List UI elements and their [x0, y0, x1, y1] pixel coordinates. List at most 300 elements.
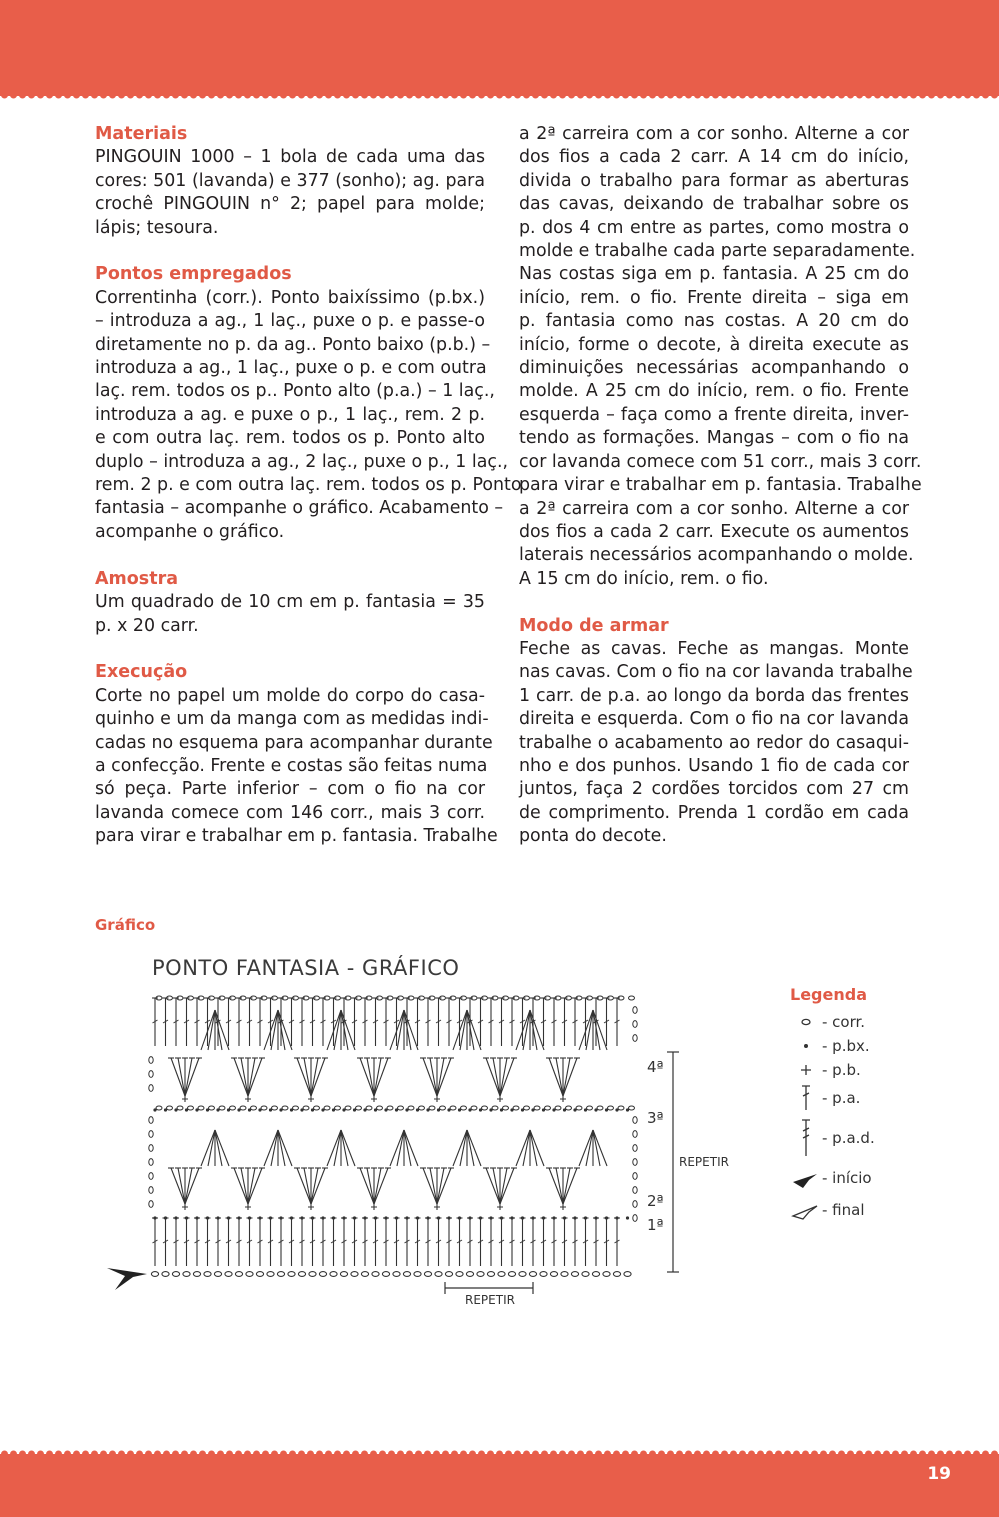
fan-stitch — [437, 1058, 451, 1096]
slip-stitch — [542, 1216, 545, 1219]
chain-stitch — [382, 1272, 389, 1277]
turning-chain — [149, 1071, 153, 1078]
chain-stitch — [340, 1272, 347, 1277]
single-crochet-stitch — [560, 1204, 566, 1210]
inverted-fan-stitch — [460, 1010, 467, 1050]
chain-stitch — [503, 1106, 509, 1110]
slip-stitch — [279, 1216, 282, 1219]
slip-stitch — [552, 1216, 555, 1219]
text-line: das cavas, deixando de trabalhar sobre os — [519, 194, 909, 215]
fan-stitch — [185, 1058, 192, 1096]
chart-legend — [790, 985, 980, 1226]
turning-chain — [633, 1159, 637, 1166]
text-line: cores: 501 (lavanda) e 377 (sonho); ag. para — [95, 170, 485, 191]
inverted-fan-stitch — [579, 1130, 593, 1166]
top-decorative-band — [0, 0, 999, 96]
text-line: a confecção. Frente e costas são feitas numa — [95, 755, 488, 776]
fan-stitch — [241, 1058, 248, 1096]
inverted-fan-stitch — [390, 1130, 404, 1166]
text-line: – introduza a ag., 1 laç., puxe o p. e passe-o — [95, 311, 485, 332]
slip-stitch — [353, 1216, 356, 1219]
legend-label-treble: - p.a.d. — [822, 1129, 875, 1147]
fan-stitch — [500, 1168, 507, 1204]
turning-chain — [149, 1173, 153, 1180]
slip-stitch — [594, 1216, 597, 1219]
page-number: 19 — [927, 1464, 951, 1484]
slip-stitch — [500, 1216, 503, 1219]
chain-stitch — [198, 1106, 204, 1110]
inverted-fan-stitch — [278, 1130, 292, 1166]
legend-item-start — [790, 1162, 980, 1194]
text-line: nas cavas. Com o fio na cor lavanda trabalhe — [519, 662, 913, 683]
text-line: de comprimento. Prenda 1 cordão em cada — [519, 802, 909, 823]
fan-stitch — [563, 1058, 577, 1096]
fan-stitch — [423, 1058, 437, 1096]
text-line: trabalhe o acabamento ao redor do casaqui- — [519, 732, 909, 753]
chain-stitch — [183, 1272, 190, 1277]
slip-stitch — [227, 1216, 230, 1219]
slip-stitch — [164, 1216, 167, 1219]
chain-stitch — [251, 1106, 257, 1110]
legend-item-slip — [790, 1034, 980, 1058]
text-line: e com outra laç. rem. todos os p. Ponto alto — [95, 428, 485, 449]
inverted-fan-stitch — [523, 1010, 530, 1050]
legend-label-double: - p.a. — [822, 1089, 861, 1107]
chain-stitch — [335, 1106, 341, 1110]
inverted-fan-stitch — [530, 1010, 544, 1050]
text-line: para virar e trabalhar em p. fantasia. Trabalhe — [95, 826, 498, 847]
slip-stitch — [489, 1216, 492, 1219]
chain-stitch — [225, 1272, 232, 1277]
text-line: molde. A 25 cm do início, rem. o fio. Frente — [519, 381, 909, 402]
slip-stitch — [584, 1216, 587, 1219]
slip-stitch — [605, 1216, 608, 1219]
text-line: Corte no papel um molde do corpo do casa- — [95, 685, 485, 706]
slip-stitch — [258, 1216, 261, 1219]
chain-stitch — [387, 1106, 393, 1110]
fan-stitch — [493, 1168, 500, 1204]
slip-stitch — [321, 1216, 324, 1219]
row-label-4: 4ª — [647, 1058, 664, 1076]
chain-stitch — [230, 1106, 236, 1110]
single-crochet-stitch — [245, 1096, 251, 1102]
chain-stitch — [193, 1272, 200, 1277]
slip-stitch — [269, 1216, 272, 1219]
inverted-fan-stitch — [334, 1130, 341, 1166]
text-line: fantasia – acompanhe o gráfico. Acabamento – — [95, 498, 504, 519]
slip-stitch — [206, 1216, 209, 1219]
chain-stitch — [529, 1272, 536, 1277]
chain-stitch — [603, 1272, 610, 1277]
chain-stitch — [424, 1272, 431, 1277]
chain-stitch — [393, 1272, 400, 1277]
chain-stitch — [519, 1272, 526, 1277]
start-arrow-icon — [107, 1268, 147, 1290]
chain-stitch — [309, 1272, 316, 1277]
stitches-text — [95, 287, 522, 544]
fan-stitch — [430, 1168, 437, 1204]
legend-label-single: - p.b. — [822, 1061, 861, 1079]
chain-icon — [799, 1017, 813, 1027]
inverted-fan-stitch — [341, 1130, 355, 1166]
inverted-fan-stitch — [460, 1130, 467, 1166]
fan-stitch — [248, 1058, 255, 1096]
fan-stitch — [374, 1058, 388, 1096]
fan-stitch — [437, 1168, 444, 1204]
chain-stitch — [466, 1272, 473, 1277]
inverted-fan-stitch — [215, 1130, 222, 1166]
materials-text — [95, 146, 485, 240]
single-crochet-stitch — [434, 1204, 440, 1210]
slip-stitch — [416, 1216, 419, 1219]
fan-stitch — [486, 1058, 500, 1096]
slip-stitch — [311, 1216, 314, 1219]
chain-stitch — [288, 1272, 295, 1277]
turning-chain — [633, 1215, 637, 1222]
chain-stitch — [477, 1272, 484, 1277]
chain-stitch — [435, 1272, 442, 1277]
turning-chain — [149, 1085, 153, 1092]
inverted-fan-stitch — [271, 1130, 278, 1166]
legend-item-end — [790, 1194, 980, 1226]
text-line: início, rem. o fio. Frente direita – siga em — [519, 287, 909, 308]
chain-stitch — [629, 996, 635, 1000]
turning-chain — [633, 1145, 637, 1152]
text-line: direita e esquerda. Com o fio na cor lavanda — [519, 709, 909, 730]
treble-crochet-icon — [799, 1118, 813, 1158]
slip-stitch — [300, 1216, 303, 1219]
chain-stitch — [524, 1106, 530, 1110]
turning-chain — [149, 1131, 153, 1138]
chain-stitch — [592, 1272, 599, 1277]
inverted-fan-stitch — [530, 1130, 537, 1166]
inverted-fan-stitch — [516, 1130, 530, 1166]
fan-stitch — [500, 1058, 507, 1096]
chain-stitch — [498, 1272, 505, 1277]
chain-stitch — [540, 1272, 547, 1277]
slip-stitch — [573, 1216, 576, 1219]
turning-chain — [149, 1117, 153, 1124]
chain-stitch — [356, 1106, 362, 1110]
left-text-column — [95, 123, 522, 849]
chain-stitch — [330, 1272, 337, 1277]
chain-stitch — [172, 1272, 179, 1277]
single-crochet-stitch — [245, 1204, 251, 1210]
inverted-fan-stitch — [271, 1010, 278, 1050]
chain-stitch — [293, 1106, 299, 1110]
slip-stitch — [174, 1216, 177, 1219]
inverted-fan-stitch — [341, 1010, 355, 1050]
fan-stitch — [241, 1168, 248, 1204]
fan-stitch — [178, 1058, 185, 1096]
inverted-fan-stitch — [467, 1130, 481, 1166]
turning-chain — [149, 1159, 153, 1166]
slip-stitch — [384, 1216, 387, 1219]
text-line: Correntinha (corr.). Ponto baixíssimo (p.bx.) — [95, 287, 485, 308]
assembly-heading: Modo de armar — [519, 615, 669, 636]
fan-stitch — [563, 1168, 577, 1204]
chain-stitch — [408, 1106, 414, 1110]
chain-stitch — [246, 1272, 253, 1277]
text-line: diretamente no p. da ag.. Ponto baixo (p.b.) – — [95, 334, 491, 355]
slip-stitch-icon — [801, 1041, 811, 1051]
single-crochet-stitch — [182, 1204, 188, 1210]
text-line: ponta do decote. — [519, 826, 667, 847]
fan-stitch — [374, 1168, 388, 1204]
fan-stitch — [185, 1168, 199, 1204]
slip-stitch — [531, 1216, 534, 1219]
chain-stitch — [282, 1106, 288, 1110]
text-line: acompanhe o gráfico. — [95, 521, 285, 542]
chain-stitch — [534, 1106, 540, 1110]
inverted-fan-stitch — [327, 1130, 341, 1166]
right-text-column — [519, 123, 922, 849]
legend-label-chain: - corr. — [822, 1013, 866, 1031]
chain-stitch — [167, 1106, 173, 1110]
turning-chain — [633, 1201, 637, 1208]
chain-stitch — [561, 1272, 568, 1277]
inverted-fan-stitch — [278, 1130, 285, 1166]
fan-stitch — [248, 1168, 262, 1204]
chain-stitch — [403, 1272, 410, 1277]
turning-chain — [633, 1021, 637, 1028]
single-crochet-stitch — [497, 1096, 503, 1102]
chain-stitch — [597, 1106, 603, 1110]
turning-chain — [633, 1187, 637, 1194]
text-line: Um quadrado de 10 cm em p. fantasia = 35 — [95, 592, 485, 613]
slip-stitch — [374, 1216, 377, 1219]
chain-stitch — [513, 1106, 519, 1110]
legend-item-treble — [790, 1114, 980, 1162]
chain-stitch — [440, 1106, 446, 1110]
fan-stitch — [311, 1058, 325, 1096]
fan-stitch — [493, 1058, 500, 1096]
materials-heading: Materiais — [95, 124, 188, 144]
text-line: divida o trabalho para formar as aberturas — [519, 170, 909, 191]
chain-stitch — [177, 1106, 183, 1110]
text-line: lápis; tesoura. — [95, 217, 219, 238]
fan-stitch — [374, 1168, 381, 1204]
chain-stitch — [429, 1106, 435, 1110]
text-line: crochê PINGOUIN n° 2; papel para molde; — [95, 194, 485, 215]
chain-stitch — [151, 1272, 158, 1277]
chain-stitch — [487, 1272, 494, 1277]
slip-stitch — [437, 1216, 440, 1219]
chain-stitch — [351, 1272, 358, 1277]
fan-stitch — [234, 1168, 248, 1204]
vertical-repeat-label: REPETIR — [679, 1155, 729, 1169]
text-line: nho e dos punhos. Usando 1 fio de cada cor — [519, 755, 909, 776]
inverted-fan-stitch — [208, 1010, 215, 1050]
fan-stitch — [248, 1058, 262, 1096]
inverted-fan-stitch — [397, 1130, 404, 1166]
text-line: lavanda comece com 146 corr., mais 3 corr. — [95, 802, 485, 823]
slip-stitch — [342, 1216, 345, 1219]
single-crochet-stitch — [371, 1096, 377, 1102]
slip-stitch — [479, 1216, 482, 1219]
chain-stitch — [450, 1106, 456, 1110]
inverted-fan-stitch — [215, 1010, 229, 1050]
text-line: p. dos 4 cm entre as partes, como mostra o — [519, 217, 909, 238]
inverted-fan-stitch — [593, 1130, 600, 1166]
fan-stitch — [430, 1058, 437, 1096]
slip-stitch — [521, 1216, 524, 1219]
chain-stitch — [624, 1272, 631, 1277]
fan-stitch — [171, 1058, 185, 1096]
fan-stitch — [500, 1058, 514, 1096]
legend-item-chain — [790, 1010, 980, 1034]
chain-stitch — [414, 1272, 421, 1277]
text-line: esquerda – faça como a frente direita, inver- — [519, 404, 909, 425]
slip-stitch — [447, 1216, 450, 1219]
inverted-fan-stitch — [208, 1130, 215, 1166]
chain-stitch — [345, 1106, 351, 1110]
text-line: cor lavanda comece com 51 corr., mais 3 corr. — [519, 451, 922, 472]
chain-stitch — [545, 1106, 551, 1110]
chain-stitch — [261, 1106, 267, 1110]
inverted-fan-stitch — [586, 1010, 593, 1050]
chain-stitch — [272, 1106, 278, 1110]
text-line: para virar e trabalhar em p. fantasia. Trabalhe — [519, 475, 922, 496]
fan-stitch — [423, 1168, 437, 1204]
chain-stitch — [156, 1106, 162, 1110]
fan-stitch — [367, 1058, 374, 1096]
fan-stitch — [304, 1058, 311, 1096]
turning-chain — [149, 1057, 153, 1064]
chain-stitch — [587, 1106, 593, 1110]
inverted-fan-stitch — [467, 1130, 474, 1166]
single-crochet-stitch — [182, 1096, 188, 1102]
fan-stitch — [234, 1058, 248, 1096]
fan-stitch — [367, 1168, 374, 1204]
chain-stitch — [188, 1106, 194, 1110]
fan-stitch — [178, 1168, 185, 1204]
slip-stitch — [185, 1216, 188, 1219]
text-line: diminuições necessárias acompanhando o — [519, 358, 909, 379]
text-line: p. fantasia como nas costas. A 20 cm do — [519, 311, 909, 332]
chart-title: PONTO FANTASIA - GRÁFICO — [152, 956, 460, 980]
fan-stitch — [185, 1058, 199, 1096]
fan-stitch — [563, 1168, 570, 1204]
inverted-fan-stitch — [530, 1130, 544, 1166]
text-line: p. x 20 carr. — [95, 615, 199, 636]
inverted-fan-stitch — [278, 1010, 292, 1050]
chain-stitch — [204, 1272, 211, 1277]
chain-stitch — [162, 1272, 169, 1277]
chain-stitch — [398, 1106, 404, 1110]
start-arrow-icon — [791, 1168, 821, 1188]
stitch-rows — [149, 996, 637, 1276]
slip-stitch — [510, 1216, 513, 1219]
assembly-text — [519, 638, 913, 849]
text-line: introduza a ag., 1 laç., puxe o p. e com outra — [95, 358, 487, 379]
chain-stitch — [303, 1106, 309, 1110]
slip-stitch — [248, 1216, 251, 1219]
turning-chain — [633, 1035, 637, 1042]
fan-stitch — [374, 1058, 381, 1096]
turning-chain — [149, 1187, 153, 1194]
single-crochet-stitch — [560, 1096, 566, 1102]
fan-stitch — [171, 1168, 185, 1204]
chain-stitch — [361, 1272, 368, 1277]
inverted-fan-stitch — [215, 1130, 229, 1166]
text-line: Nas costas siga em p. fantasia. A 25 cm do — [519, 264, 909, 285]
slip-stitch — [615, 1216, 618, 1219]
chain-stitch — [366, 1106, 372, 1110]
stitch-chart-diagram — [95, 990, 775, 1320]
chain-stitch — [508, 1272, 515, 1277]
chain-stitch — [298, 1272, 305, 1277]
fan-stitch — [486, 1168, 500, 1204]
execution-text — [95, 685, 498, 849]
turning-chain — [633, 1131, 637, 1138]
slip-stitch — [195, 1216, 198, 1219]
inverted-fan-stitch — [404, 1130, 411, 1166]
inverted-fan-stitch — [341, 1130, 348, 1166]
inverted-fan-stitch — [523, 1130, 530, 1166]
chain-stitch — [608, 1106, 614, 1110]
execution-continued-text — [519, 123, 922, 591]
text-line: cadas no esquema para acompanhar durante — [95, 732, 493, 753]
fan-stitch — [556, 1058, 563, 1096]
slip-stitch — [426, 1216, 429, 1219]
slip-stitch — [216, 1216, 219, 1219]
fan-stitch — [556, 1168, 563, 1204]
bottom-decorative-band — [0, 1454, 999, 1517]
legend-item-single — [790, 1058, 980, 1082]
fan-stitch — [297, 1058, 311, 1096]
fan-stitch — [549, 1168, 563, 1204]
chain-stitch — [576, 1106, 582, 1110]
inverted-fan-stitch — [404, 1010, 418, 1050]
text-line: quinho e um da manga com as medidas indi- — [95, 709, 489, 730]
double-crochet-icon — [799, 1084, 813, 1112]
end-arrow-icon — [791, 1200, 821, 1220]
gauge-text — [95, 591, 485, 638]
text-line: PINGOUIN 1000 – 1 bola de cada uma das — [95, 147, 485, 168]
row-label-3: 3ª — [647, 1109, 664, 1127]
turning-chain — [149, 1145, 153, 1152]
chain-stitch — [377, 1106, 383, 1110]
fan-stitch — [185, 1168, 192, 1204]
text-line: molde e trabalhe cada parte separadamente. — [519, 241, 916, 262]
slip-stitch — [363, 1216, 366, 1219]
fan-stitch — [311, 1058, 318, 1096]
inverted-fan-stitch — [467, 1010, 481, 1050]
text-line: rem. 2 p. e com outra laç. rem. todos os p. Ponto — [95, 475, 522, 496]
inverted-fan-stitch — [334, 1010, 341, 1050]
chain-stitch — [324, 1106, 330, 1110]
row-label-1: 1ª — [647, 1216, 664, 1234]
chain-stitch — [471, 1106, 477, 1110]
chain-stitch — [492, 1106, 498, 1110]
vertical-repeat-bracket — [667, 1052, 679, 1272]
execution-heading: Execução — [95, 662, 188, 683]
text-line: 1 carr. de p.a. ao longo da borda das frentes — [519, 685, 909, 706]
single-crochet-stitch — [434, 1096, 440, 1102]
fan-stitch — [360, 1058, 374, 1096]
chart-section-label: Gráfico — [95, 916, 156, 934]
inverted-fan-stitch — [593, 1010, 607, 1050]
fan-stitch — [549, 1058, 563, 1096]
text-line: dos fios a cada 2 carr. A 14 cm do início, — [519, 147, 909, 168]
chain-stitch — [319, 1272, 326, 1277]
text-line: a 2ª carreira com a cor sonho. Alterne a cor — [519, 498, 909, 519]
turning-chain — [633, 1173, 637, 1180]
fan-stitch — [563, 1058, 570, 1096]
chain-stitch — [613, 1272, 620, 1277]
fan-stitch — [248, 1168, 255, 1204]
